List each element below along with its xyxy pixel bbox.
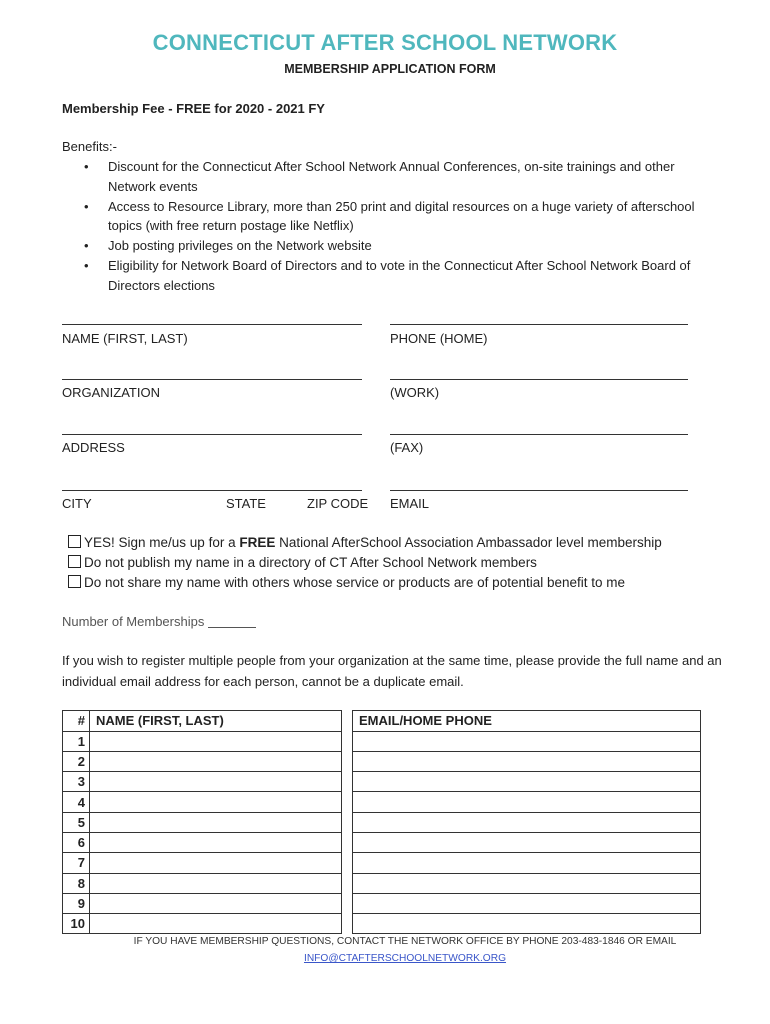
yes-text-post: National AfterSchool Association Ambassador level membership [275,535,662,550]
checkbox-row-no-publish [68,555,537,570]
table-row [63,812,701,832]
no-share-text: Do not share my name with others whose service or products are of potential benefit to me [84,575,626,590]
row-gap [342,751,353,771]
number-of-memberships [62,614,256,629]
footer-email-link[interactable]: INFO@CTAFTERSCHOOLNETWORK.ORG [303,953,507,964]
table-row [63,914,701,934]
table-row [63,731,701,751]
row-number: 3 [63,772,90,792]
organization-field[interactable] [62,379,362,380]
membership-fee: Membership Fee - FREE for 2020 - 2021 FY [62,101,325,116]
form-title: CONNECTICUT AFTER SCHOOL NETWORK [152,30,618,55]
benefit-item: • Job posting privileges on the Network website [62,236,722,256]
table-row [63,751,701,771]
row-gap [342,772,353,792]
row-name-cell[interactable] [90,792,342,812]
header-gap [342,711,353,732]
yes-checkbox[interactable] [68,535,81,548]
name-field[interactable] [62,324,362,325]
name-label: NAME (FIRST, LAST) [62,331,188,346]
row-contact-cell[interactable] [353,772,701,792]
benefits-list [62,157,722,296]
header-name: NAME (FIRST, LAST) [90,711,342,732]
row-contact-cell[interactable] [353,832,701,852]
members-table [62,710,701,934]
header-num: # [63,711,90,732]
row-gap [342,853,353,873]
row-number: 7 [63,853,90,873]
row-gap [342,731,353,751]
row-number: 10 [63,914,90,934]
row-number: 9 [63,893,90,913]
row-name-cell[interactable] [90,893,342,913]
row-gap [342,914,353,934]
instructions: If you wish to register multiple people from your organization at the same time, please provide the full name and an individual email address for each person, cannot be a duplicate email. [62,653,722,689]
row-number: 4 [63,792,90,812]
row-contact-cell[interactable] [353,893,701,913]
yes-text-pre: YES! Sign me/us up for a [84,535,240,550]
row-name-cell[interactable] [90,853,342,873]
no-publish-checkbox[interactable] [68,555,81,568]
table-row [63,853,701,873]
header-contact: EMAIL/HOME PHONE [353,711,701,732]
address-label: ADDRESS [62,440,125,455]
table-row [63,832,701,852]
row-gap [342,893,353,913]
organization-label: ORGANIZATION [62,385,160,400]
row-number: 2 [63,751,90,771]
row-contact-cell[interactable] [353,731,701,751]
row-name-cell[interactable] [90,812,342,832]
state-label: STATE [226,496,266,511]
row-name-cell[interactable] [90,873,342,893]
form-subtitle: MEMBERSHIP APPLICATION FORM [284,62,496,76]
table-row [63,893,701,913]
row-name-cell[interactable] [90,914,342,934]
work-phone-label: (WORK) [390,385,440,400]
table-header-row [63,711,701,732]
row-gap [342,873,353,893]
row-contact-cell[interactable] [353,812,701,832]
no-share-checkbox[interactable] [68,575,81,588]
city-state-zip-field[interactable] [62,490,362,491]
row-contact-cell[interactable] [353,914,701,934]
table-body [63,731,701,934]
row-name-cell[interactable] [90,832,342,852]
benefit-item: • Eligibility for Network Board of Directors and to vote in the Connecticut After School Network Board of Directors elections [62,256,722,296]
row-contact-cell[interactable] [353,873,701,893]
row-name-cell[interactable] [90,751,342,771]
fax-field[interactable] [390,434,688,435]
table-row [63,873,701,893]
row-gap [342,812,353,832]
row-name-cell[interactable] [90,731,342,751]
zip-label: ZIP CODE [307,496,369,511]
row-number: 5 [63,812,90,832]
row-contact-cell[interactable] [353,853,701,873]
row-number: 8 [63,873,90,893]
benefit-item: • Discount for the Connecticut After School Network Annual Conferences, on-site trainings and other Network events [62,157,722,197]
checkbox-row-yes [68,535,662,550]
fax-label: (FAX) [390,440,424,455]
table-row [63,792,701,812]
phone-home-label: PHONE (HOME) [390,331,488,346]
phone-home-field[interactable] [390,324,688,325]
yes-text-free: FREE [239,535,276,550]
benefits-label: Benefits:- [62,139,117,154]
row-number: 6 [63,832,90,852]
footer-text: IF YOU HAVE MEMBERSHIP QUESTIONS, CONTACT THE NETWORK OFFICE BY PHONE 203-483-1846 OR EMAIL [133,936,677,947]
no-publish-text: Do not publish my name in a directory of CT After School Network members [84,555,537,570]
table-row [63,772,701,792]
work-phone-field[interactable] [390,379,688,380]
row-number: 1 [63,731,90,751]
city-label: CITY [62,496,92,511]
row-gap [342,832,353,852]
checkbox-row-no-share [68,575,625,590]
number-of-memberships-input[interactable] [208,627,256,628]
row-gap [342,792,353,812]
number-of-memberships-label: Number of Memberships [62,614,205,629]
email-field[interactable] [390,490,688,491]
row-contact-cell[interactable] [353,792,701,812]
benefit-item: • Access to Resource Library, more than 250 print and digital resources on a huge variety of afterschool topics (with free return postage like Netflix) [62,197,722,237]
row-name-cell[interactable] [90,772,342,792]
address-field[interactable] [62,434,362,435]
row-contact-cell[interactable] [353,751,701,771]
email-label: EMAIL [390,496,430,511]
